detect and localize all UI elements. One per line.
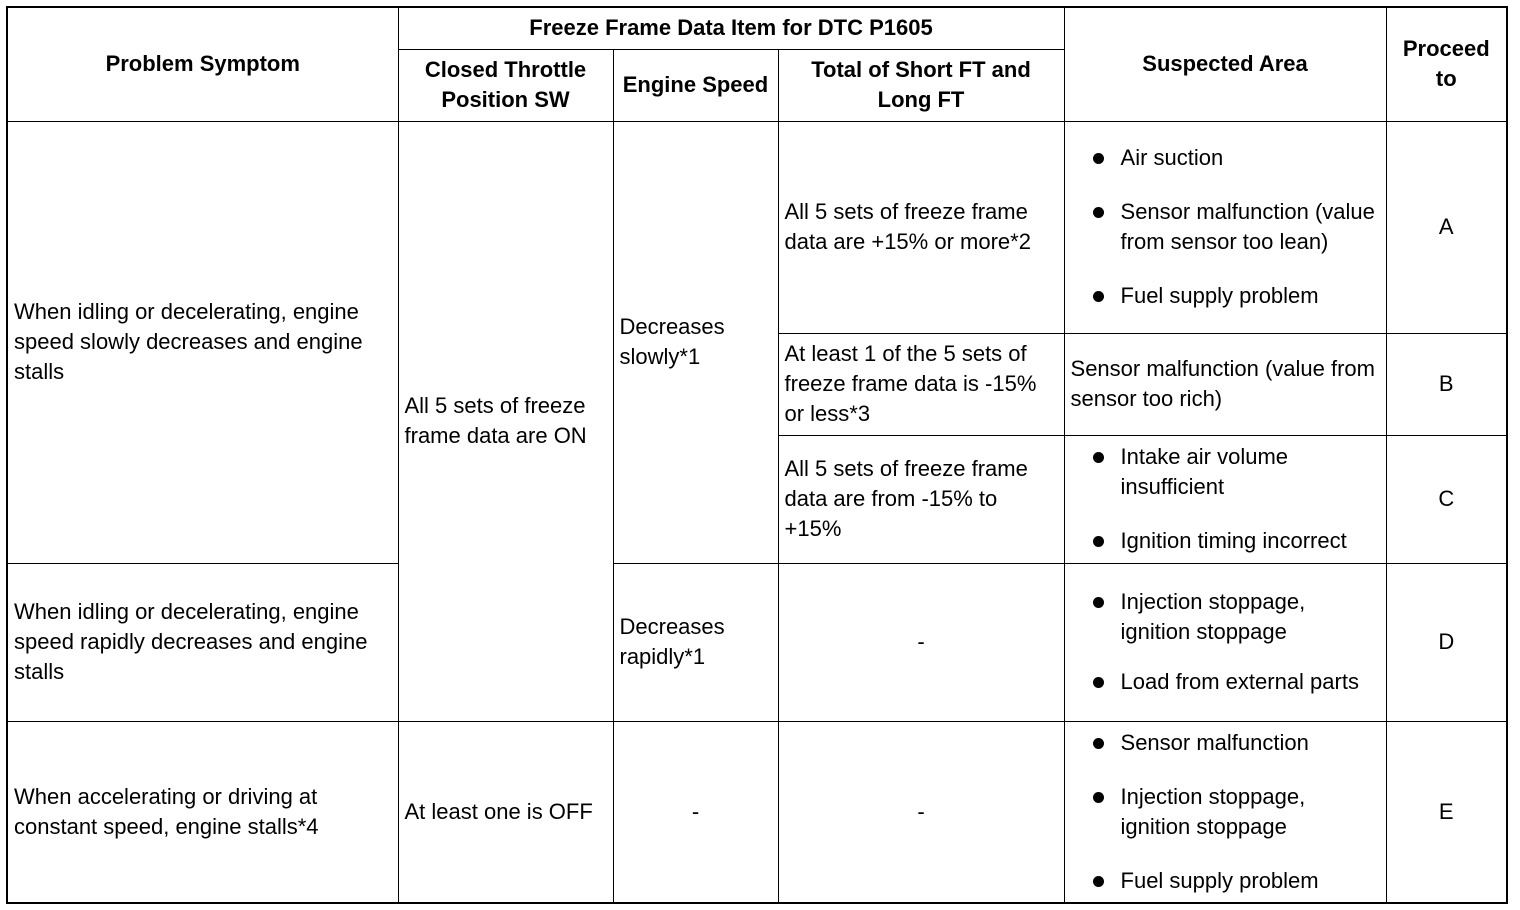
header-suspected-area: Suspected Area: [1064, 7, 1386, 121]
list-item: Injection stoppage, ignition stoppage: [1071, 782, 1380, 842]
table-row-e: [7, 721, 1507, 903]
suspected-list-a: [1071, 143, 1380, 311]
speed-decreases-slowly: Decreases slowly*1: [613, 121, 778, 563]
ft-not-applicable-d: -: [778, 563, 1064, 721]
throttle-one-off: At least one is OFF: [398, 721, 613, 903]
dtc-p1605-diagnosis-table: [6, 6, 1508, 904]
proceed-b: B: [1386, 333, 1507, 435]
ft-minus-15: At least 1 of the 5 sets of freeze frame data is -15% or less*3: [778, 333, 1064, 435]
symptom-slow-decrease: When idling or decelerating, engine speed slowly decreases and engine stalls: [7, 121, 398, 563]
ft-plus-15: All 5 sets of freeze frame data are +15% or more*2: [778, 121, 1064, 333]
header-proceed-to: Proceed to: [1386, 7, 1507, 121]
list-item: Fuel supply problem: [1071, 281, 1380, 311]
speed-not-applicable-e: -: [613, 721, 778, 903]
suspected-area-a: [1064, 121, 1386, 333]
throttle-all-on: All 5 sets of freeze frame data are ON: [398, 121, 613, 721]
suspected-area-e: [1064, 721, 1386, 903]
suspected-area-d: [1064, 563, 1386, 721]
ft-within-15: All 5 sets of freeze frame data are from -15% to +15%: [778, 435, 1064, 563]
list-item: Intake air volume insufficient: [1071, 442, 1380, 502]
table-row-a: [7, 121, 1507, 333]
suspected-area-b: Sensor malfunction (value from sensor too rich): [1064, 333, 1386, 435]
symptom-accelerating-stall: When accelerating or driving at constant speed, engine stalls*4: [7, 721, 398, 903]
proceed-d: D: [1386, 563, 1507, 721]
suspected-list-c: [1071, 442, 1380, 556]
symptom-rapid-decrease: When idling or decelerating, engine speed rapidly decreases and engine stalls: [7, 563, 398, 721]
proceed-e: E: [1386, 721, 1507, 903]
ft-not-applicable-e: -: [778, 721, 1064, 903]
suspected-list-e: [1071, 728, 1380, 896]
header-freeze-frame: Freeze Frame Data Item for DTC P1605: [398, 7, 1064, 49]
header-row-1: [7, 7, 1507, 49]
table-row-d: [7, 563, 1507, 721]
suspected-list-d: [1071, 587, 1380, 697]
header-engine-speed: Engine Speed: [613, 49, 778, 121]
list-item: Injection stoppage, ignition stoppage: [1071, 587, 1380, 647]
speed-decreases-rapidly: Decreases rapidly*1: [613, 563, 778, 721]
list-item: Load from external parts: [1071, 667, 1380, 697]
list-item: Air suction: [1071, 143, 1380, 173]
list-item: Sensor malfunction (value from sensor too lean): [1071, 197, 1380, 257]
list-item: Fuel supply problem: [1071, 866, 1380, 896]
list-item: Sensor malfunction: [1071, 728, 1380, 758]
header-closed-throttle: Closed Throttle Position SW: [398, 49, 613, 121]
proceed-a: A: [1386, 121, 1507, 333]
suspected-area-c: [1064, 435, 1386, 563]
list-item: Ignition timing incorrect: [1071, 526, 1380, 556]
header-total-ft: Total of Short FT and Long FT: [778, 49, 1064, 121]
proceed-c: C: [1386, 435, 1507, 563]
header-problem-symptom: Problem Symptom: [7, 7, 398, 121]
